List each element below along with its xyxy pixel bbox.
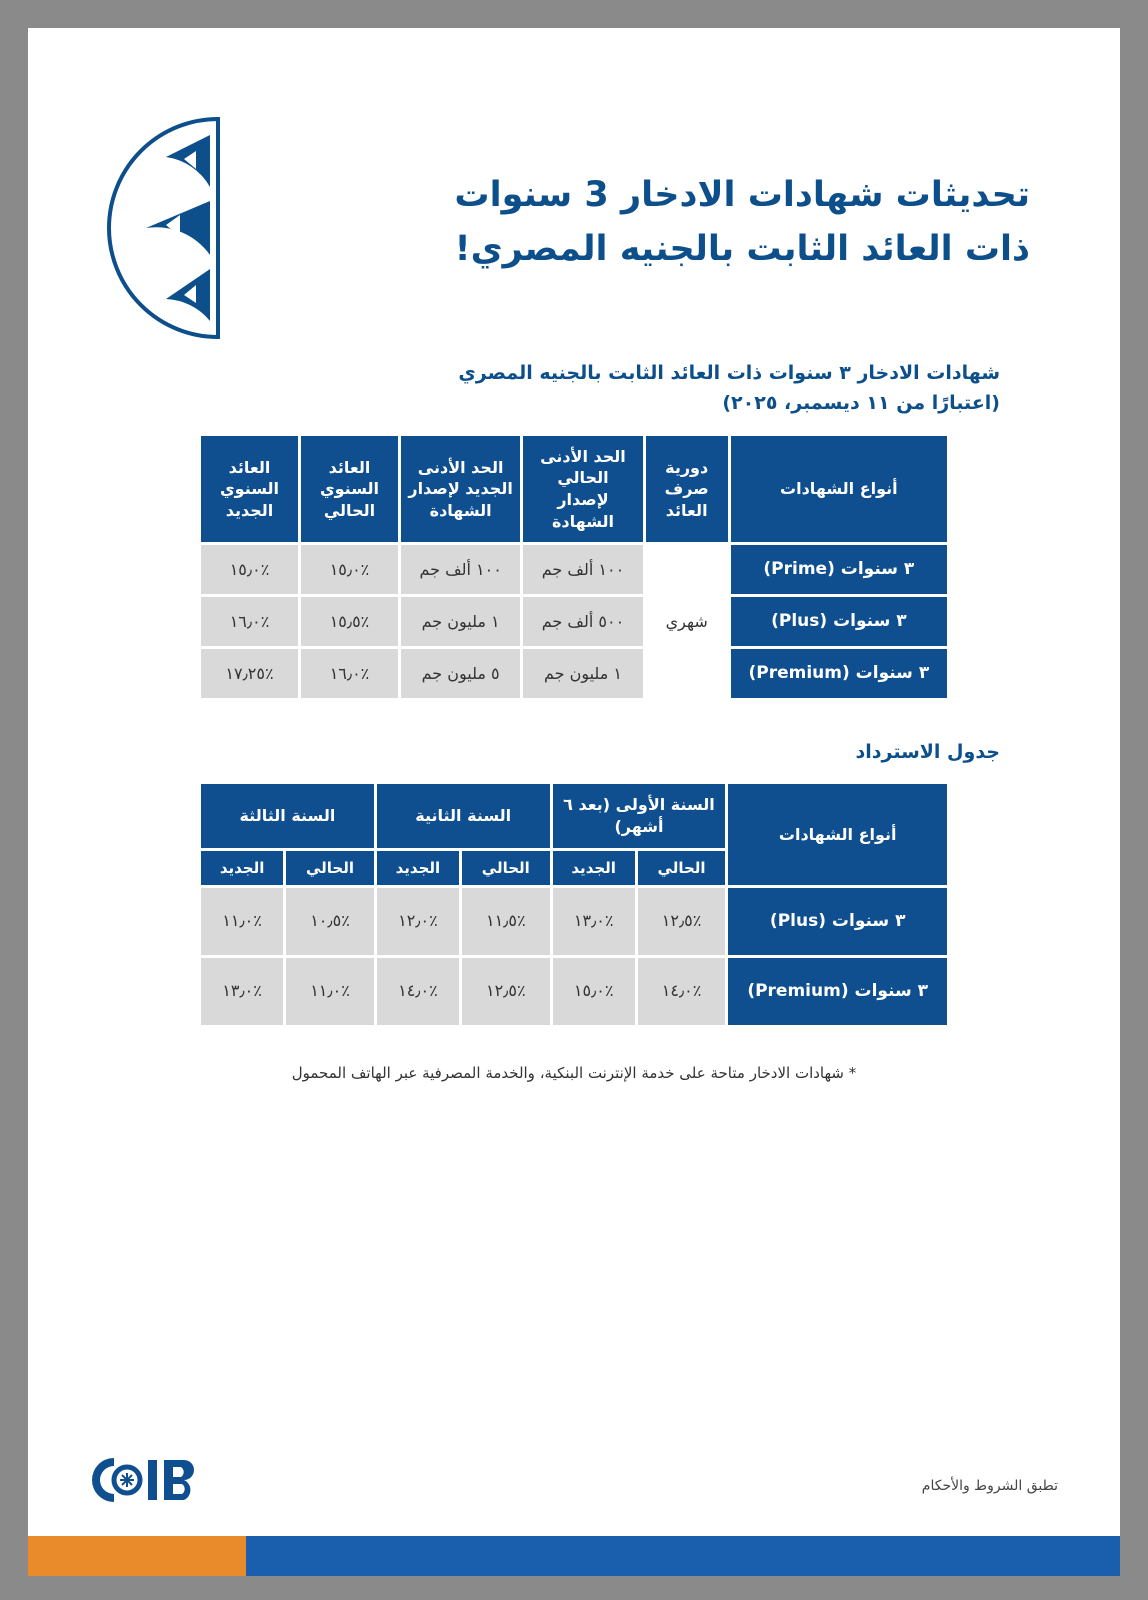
cell-y1-new: ٪١٥٫٠ — [553, 958, 635, 1025]
table-row — [201, 545, 947, 594]
cell-y1-new: ٪١٣٫٠ — [553, 888, 635, 955]
redemption-table — [198, 781, 950, 1027]
header-year1-new: الجديد — [553, 851, 635, 885]
header-year-2: السنة الثانية — [377, 784, 550, 847]
header-year1-current: الحالي — [638, 851, 726, 885]
cell-y3-current: ٪١١٫٠ — [286, 958, 374, 1025]
header-yield-frequency: دورية صرف العائد — [646, 436, 728, 542]
table-row — [201, 958, 947, 1025]
section2-table-wrap — [28, 781, 1120, 1027]
cell-y2-new: ٪١٤٫٠ — [377, 958, 459, 1025]
cell-min-current: ١ مليون جم — [523, 649, 642, 698]
cell-y3-new: ٪١٣٫٠ — [201, 958, 283, 1025]
page-title — [330, 168, 1030, 277]
cell-min-new: ١٠٠ ألف جم — [401, 545, 520, 594]
cell-certificate-type: ٣ سنوات (Premium) — [728, 958, 947, 1025]
header-year3-new: الجديد — [201, 851, 283, 885]
table-header-row — [201, 436, 947, 542]
cell-certificate-type: ٣ سنوات (Plus) — [728, 888, 947, 955]
header-yield-current: العائد السنوي الحالي — [301, 436, 398, 542]
cell-certificate-type: ٣ سنوات (Plus) — [731, 597, 947, 646]
cib-logo — [90, 1456, 220, 1504]
spacer — [28, 701, 1120, 737]
cell-y1-current: ٪١٢٫٥ — [638, 888, 726, 955]
table-header-row — [201, 784, 947, 847]
table-row — [201, 649, 947, 698]
header-year2-new: الجديد — [377, 851, 459, 885]
cell-yield-current: ٪١٥٫٠ — [301, 545, 398, 594]
footer-bar-orange — [28, 1536, 246, 1576]
header-year-3: السنة الثالثة — [201, 784, 374, 847]
cell-y2-current: ٪١١٫٥ — [462, 888, 550, 955]
redemption-table-body — [201, 888, 947, 1025]
cell-certificate-type: ٣ سنوات (Prime) — [731, 545, 947, 594]
cell-y3-current: ٪١٠٫٥ — [286, 888, 374, 955]
header-min-new: الحد الأدنى الجديد لإصدار الشهادة — [401, 436, 520, 542]
section1-title — [28, 358, 1120, 419]
terms-and-conditions: تطبق الشروط والأحكام — [921, 1478, 1058, 1494]
certificates-table-head — [201, 436, 947, 542]
header-year3-current: الحالي — [286, 851, 374, 885]
section1-subtitle: (اعتبارًا من ١١ ديسمبر، ٢٠٢٥) — [722, 392, 1000, 415]
section2-title-text: جدول الاسترداد — [855, 740, 1000, 763]
cell-yield-current: ٪١٦٫٠ — [301, 649, 398, 698]
cell-y1-current: ٪١٤٫٠ — [638, 958, 726, 1025]
header-yield-new: العائد السنوي الجديد — [201, 436, 298, 542]
cell-yield-current: ٪١٥٫٥ — [301, 597, 398, 646]
poster-header — [28, 28, 1120, 358]
cell-yield-frequency: شهري — [646, 545, 728, 698]
certificates-table-body — [201, 545, 947, 698]
header-year-1: السنة الأولى (بعد ٦ أشهر) — [553, 784, 726, 847]
header-certificate-type: أنواع الشهادات — [731, 436, 947, 542]
certificates-table — [198, 433, 950, 701]
cell-min-new: ٥ مليون جم — [401, 649, 520, 698]
cell-min-current: ٥٠٠ ألف جم — [523, 597, 642, 646]
header-certificate-type: أنواع الشهادات — [728, 784, 947, 884]
footer-bar-blue — [246, 1536, 1120, 1576]
cell-y2-current: ٪١٢٫٥ — [462, 958, 550, 1025]
cib-half-sun-mark-icon — [106, 113, 226, 343]
cell-min-new: ١ مليون جم — [401, 597, 520, 646]
cell-yield-new: ٪١٧٫٢٥ — [201, 649, 298, 698]
header-min-current: الحد الأدنى الحالي لإصدار الشهادة — [523, 436, 642, 542]
cell-yield-new: ٪١٥٫٠ — [201, 545, 298, 594]
cell-certificate-type: ٣ سنوات (Premium) — [731, 649, 947, 698]
cell-min-current: ١٠٠ ألف جم — [523, 545, 642, 594]
cell-yield-new: ٪١٦٫٠ — [201, 597, 298, 646]
footnote: * شهادات الادخار متاحة على خدمة الإنترنت البنكية، والخدمة المصرفية عبر الهاتف المحمول — [291, 1063, 857, 1082]
headline-line-2: ذات العائد الثابت بالجنيه المصري! — [454, 229, 1030, 270]
table-row — [201, 597, 947, 646]
footer-color-bar — [28, 1536, 1120, 1576]
poster-page — [28, 28, 1120, 1576]
section2-title — [28, 737, 1120, 767]
cell-y3-new: ٪١١٫٠ — [201, 888, 283, 955]
redemption-table-head — [201, 784, 947, 884]
header-year2-current: الحالي — [462, 851, 550, 885]
table-row — [201, 888, 947, 955]
headline-line-1: تحديثات شهادات الادخار 3 سنوات — [454, 175, 1030, 215]
section1-table-wrap — [28, 433, 1120, 701]
poster-footer — [28, 1396, 1120, 1576]
section1-title-text: شهادات الادخار ٣ سنوات ذات العائد الثابت بالجنيه المصري — [458, 362, 1000, 384]
cell-y2-new: ٪١٢٫٠ — [377, 888, 459, 955]
